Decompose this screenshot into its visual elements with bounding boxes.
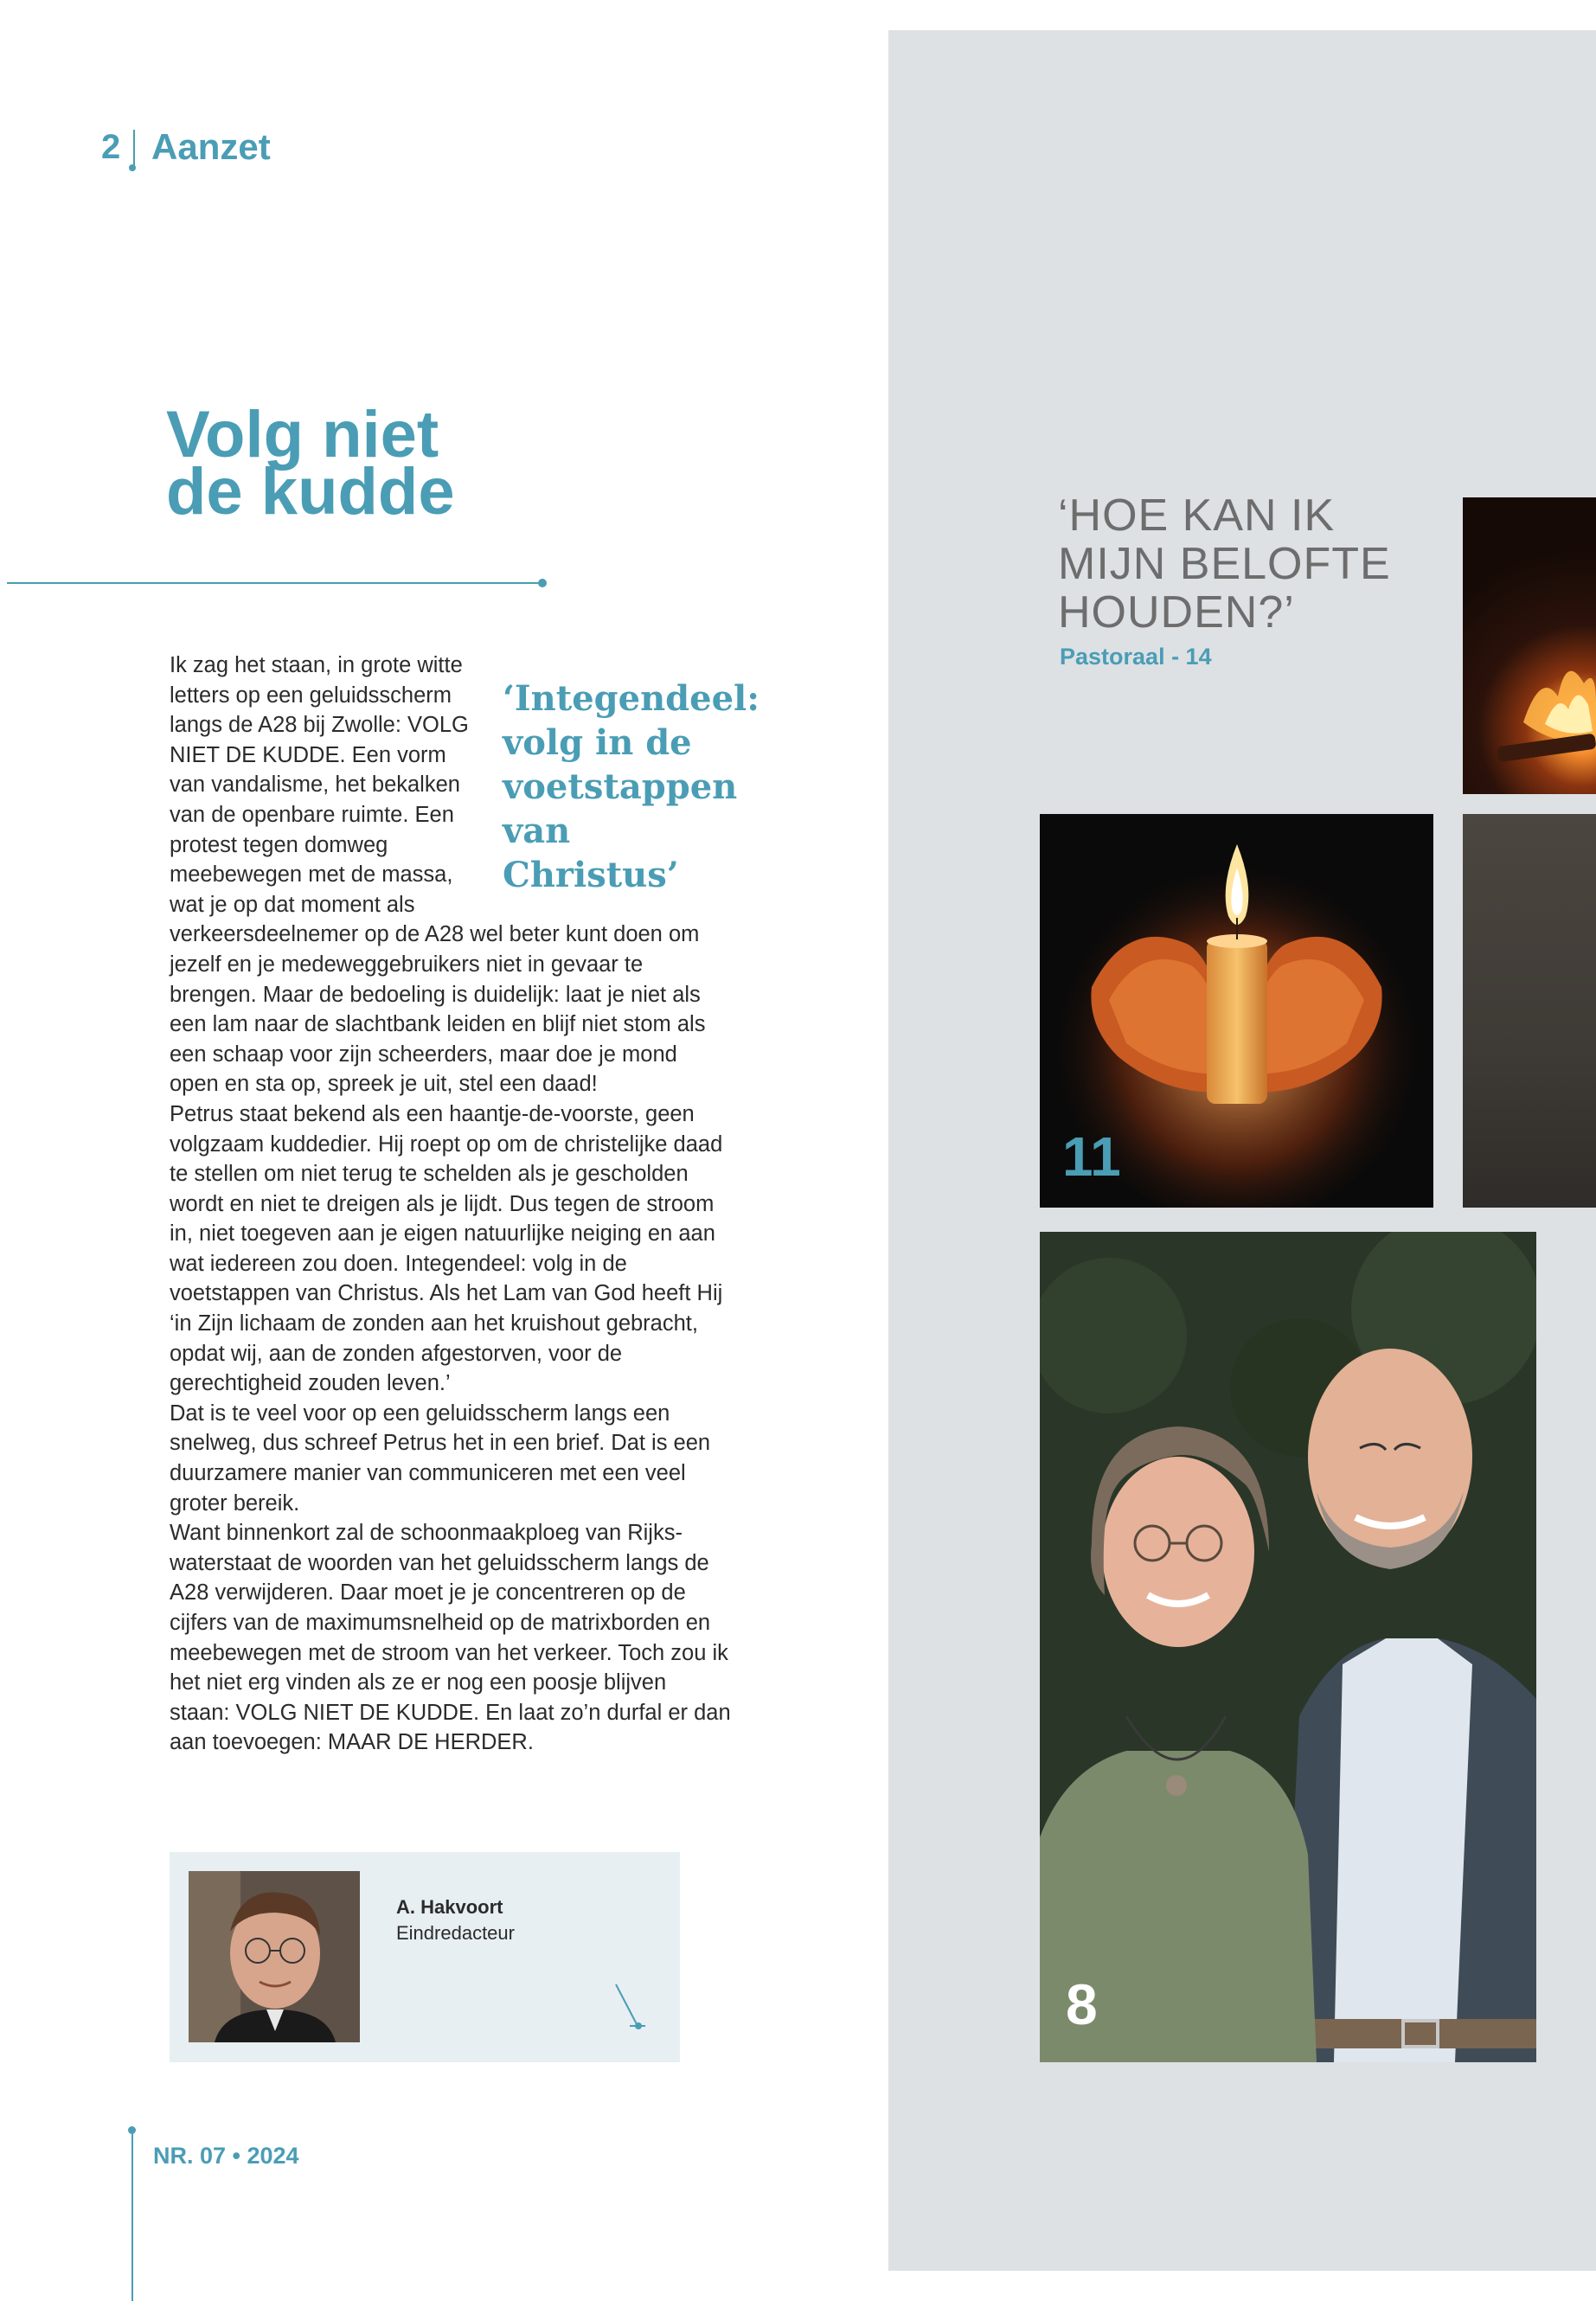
author-role: Eindredacteur [396, 1922, 515, 1944]
section-title: Aanzet [151, 126, 271, 167]
paragraph-2: Petrus staat bekend als een haantje-de-voorste, geen volgzaam kuddedier. Hij roept op om de christelijke daad te stellen om niet terug te schelden als je gescholden wordt en niet te dreigen als je lijdt. Dus tegen de stroom in, niet toegeven aan je eigen natuurlijke neiging en aan wat iedereen zou doen. Integendeel: volg in de voetstappen van Christus. Als het Lam van God heeft Hij ‘in Zijn lichaam de zonden aan het kruishout gebracht, opdat wij, aan de zonden afgestorven, voor de gerechtigheid zouden leven.’ [170, 1101, 723, 1396]
dark-image[interactable] [1463, 814, 1596, 1208]
author-portrait-icon [189, 1871, 360, 2042]
footer-divider-dot [128, 2126, 136, 2134]
teaser-reference[interactable]: Pastoraal - 14 [1060, 644, 1212, 670]
paragraph-4: Want binnenkort zal de schoonmaakploeg van Rijkswaterstaat de woorden van het geluidsscherm langs de A28 verwijderen. Daar moet je je concentreren op de cijfers van de maximumsnelheid op de matrixborden en meebewegen met de stroom van het verkeer. Toch zou ik het niet erg vinden als ze er nog een poosje blijven staan: VOLG NIET DE KUDDE. En laat zo’n durfal er dan aan toevoegen: MAAR DE HERDER. [170, 1521, 731, 1755]
footer-divider [131, 2130, 133, 2301]
paragraph-1: Ik zag het staan, in grote witte letters op een geluidsscherm langs de A28 bij Zwolle: VOLG NIET DE KUDDE. Een vorm van vandalisme, het bekalken van de openbare ruimte. Een protest tegen domweg meebewegen met de massa, wat je op dat moment als verkeersdeelnemer op de A28 wel beter kunt doen om jezelf en je medeweggebruikers niet in gevaar te brengen. Maar de bedoeling is duidelijk: laat je niet als een lam naar de slachtbank leiden en blijf niet stom als een schaap voor zijn scheerders, maar doe je mond open en sta op, spreek je uit, stel een daad! [170, 653, 706, 1097]
couple-page-number: 8 [1066, 1972, 1098, 2036]
folio-divider-dot [129, 164, 136, 171]
article-body [170, 651, 760, 1758]
title-rule-dot [538, 579, 547, 587]
folio-divider [133, 130, 135, 168]
pen-nib-icon [606, 1981, 649, 2037]
campfire-image[interactable] [1463, 497, 1596, 794]
title-rule [7, 582, 543, 584]
candle-page-number: 11 [1062, 1125, 1121, 1188]
paragraph-3: Dat is te veel voor op een geluidsscherm langs een snelweg, dus schreef Petrus het in een brief. Dat is een duurzamere manier van communiceren met een veel groter bereik. [170, 1400, 711, 1516]
couple-photo-icon [1040, 1232, 1536, 2062]
pull-quote: ‘Integendeel: volg in de voetstappen van Christus’ [503, 678, 760, 895]
couple-image[interactable] [1040, 1232, 1536, 2062]
author-name: A. Hakvoort [396, 1896, 503, 1918]
article-title-line1: Volg niet [166, 398, 439, 471]
author-photo [189, 1871, 360, 2042]
article-title [166, 398, 772, 529]
issue-number: NR. 07 • 2024 [153, 2143, 299, 2169]
fire-icon [1463, 497, 1596, 794]
page-number: 2 [101, 128, 121, 166]
article-title-line2: de kudde [166, 455, 455, 529]
teaser-title[interactable]: ‘HOE KAN IK MIJN BELOFTE HOUDEN?’ [1058, 490, 1391, 638]
